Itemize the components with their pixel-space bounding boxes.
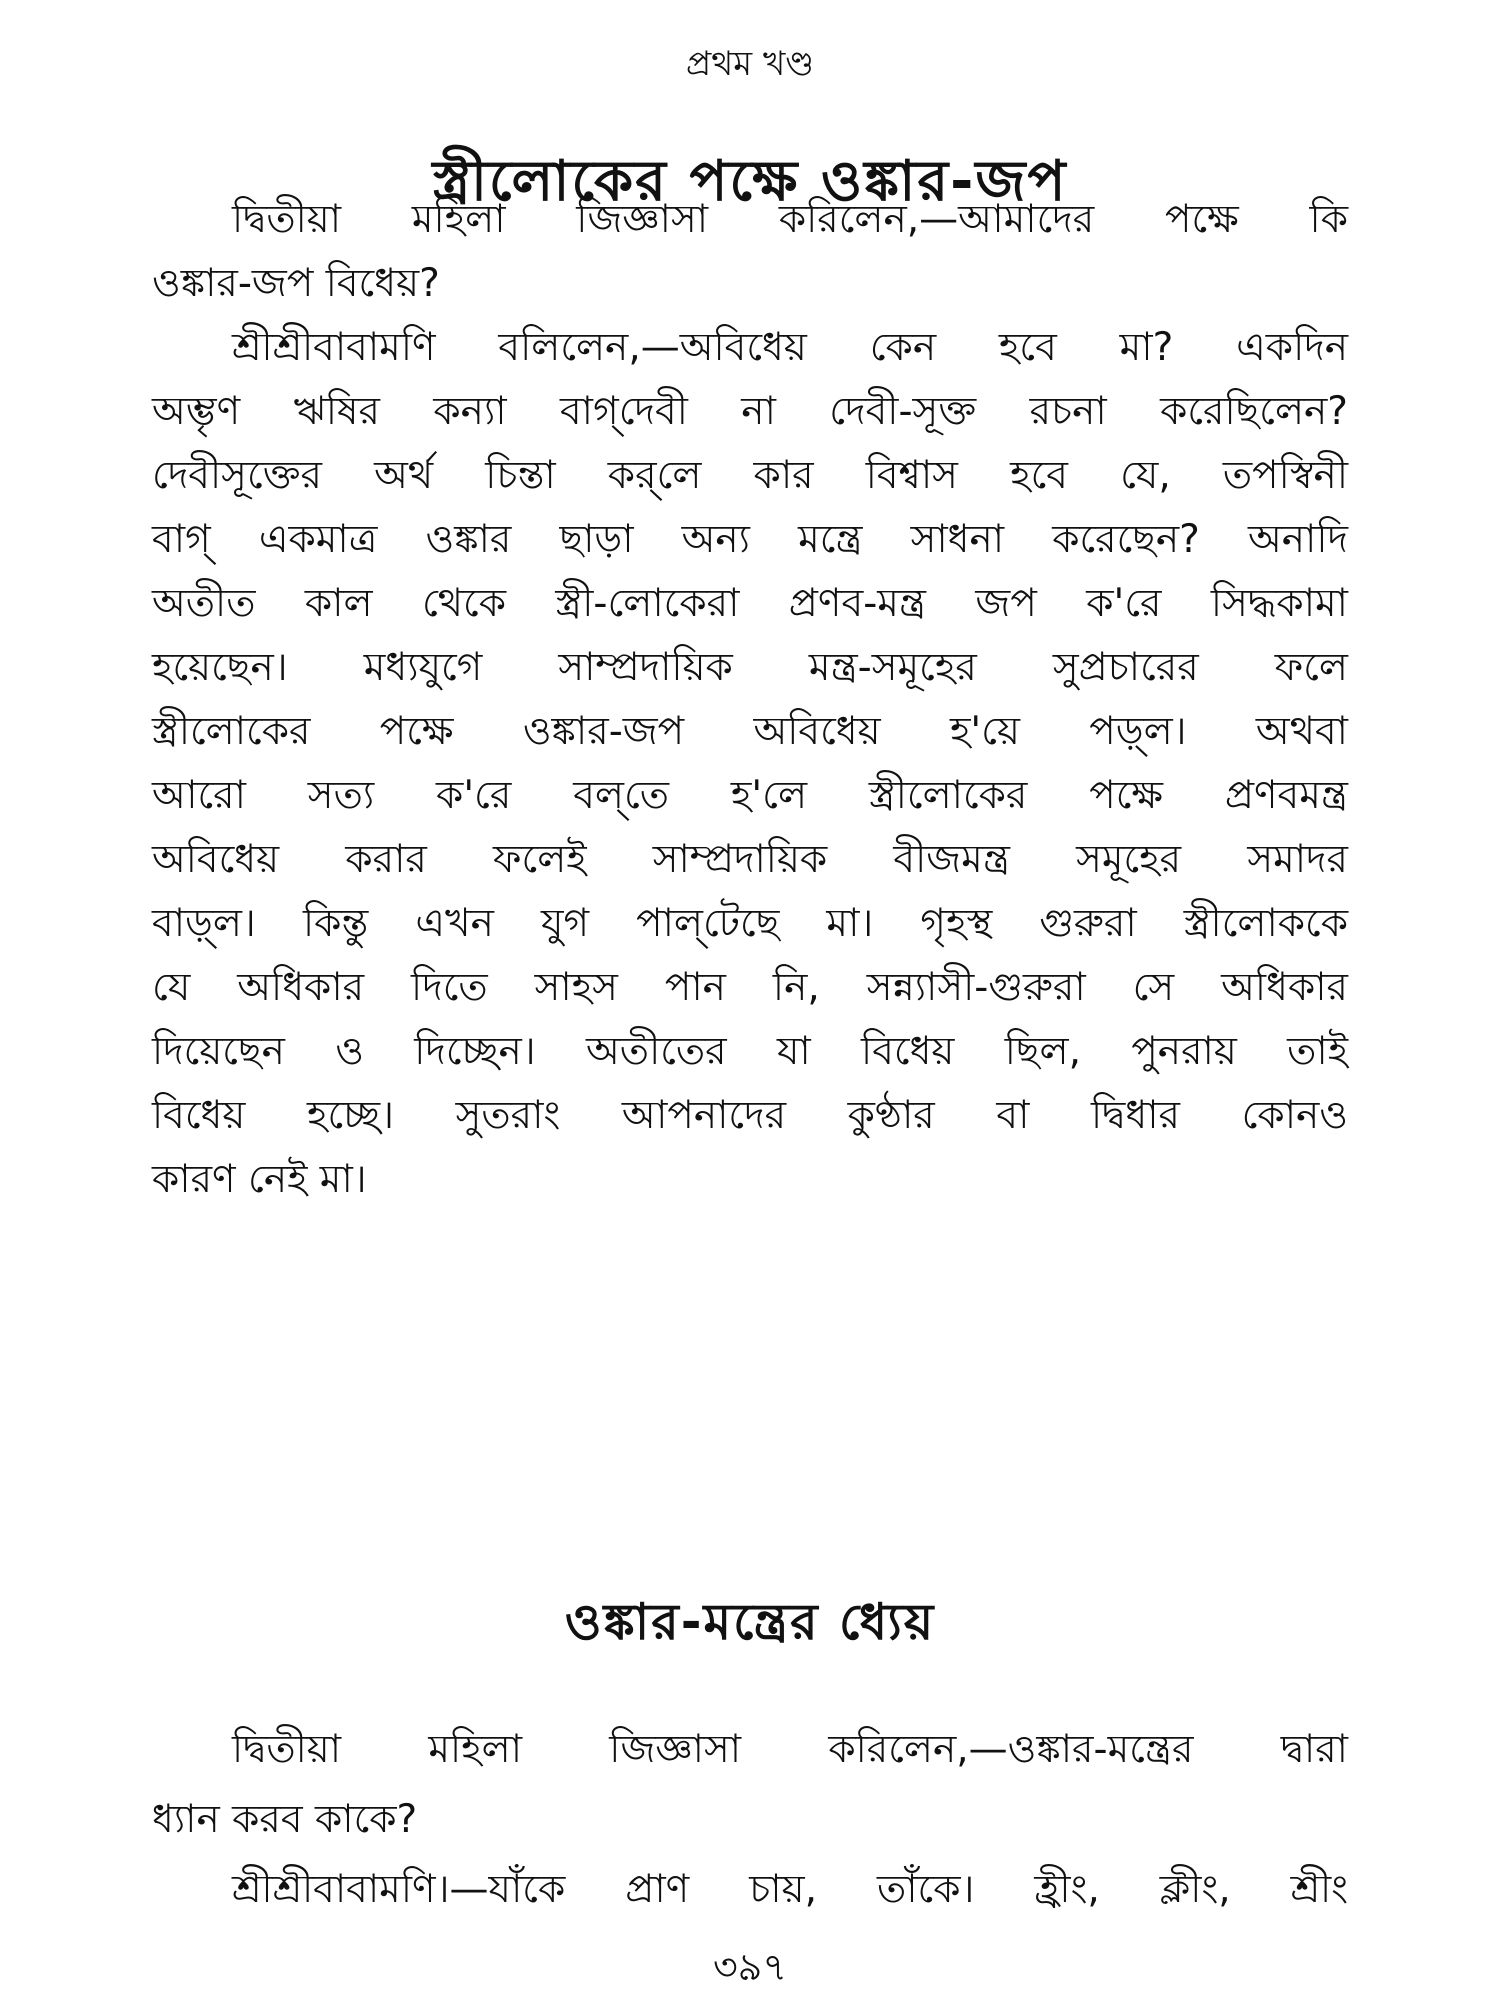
paragraph-line: অবিধেয় করার ফলেই সাম্প্রদায়িক বীজমন্ত্র সমূহের সমাদর (152, 837, 1348, 882)
section-heading-1: স্ত্রীলোকের পক্ষে ওঙ্কার-জপ (432, 149, 1068, 214)
paragraph-line: দেবীসূক্তের অর্থ চিন্তা কর্‌লে কার বিশ্বাস হবে যে, তপস্বিনী (152, 453, 1348, 498)
paragraph-line: কারণ নেই মা। (152, 1157, 367, 1202)
paragraph-line: হয়েছেন। মধ্যযুগে সাম্প্রদায়িক মন্ত্র-সমূহের সুপ্রচারের ফলে (152, 645, 1348, 690)
paragraph-line: অম্ভৃণ ঋষির কন্যা বাগ্‌দেবী না দেবী-সূক্ত রচনা করেছিলেন? (152, 389, 1348, 434)
paragraph-line: দ্বিতীয়া মহিলা জিজ্ঞাসা করিলেন,—আমাদের পক্ষে কি (232, 197, 1348, 242)
paragraph-line: দ্বিতীয়া মহিলা জিজ্ঞাসা করিলেন,—ওঙ্কার-মন্ত্রের দ্বারা (232, 1727, 1348, 1772)
paragraph-line: আরো সত্য ক'রে বল্‌তে হ'লে স্ত্রীলোকের পক্ষে প্রণবমন্ত্র (152, 773, 1348, 818)
page-number: ৩৯৭ (712, 1945, 788, 1989)
paragraph-line: অতীত কাল থেকে স্ত্রী-লোকেরা প্রণব-মন্ত্র জপ ক'রে সিদ্ধকামা (152, 581, 1348, 626)
paragraph-line: বাড়্‌ল। কিন্তু এখন যুগ পাল্‌টেছে মা। গৃহস্থ গুরুরা স্ত্রীলোককে (152, 901, 1348, 946)
paragraph-line: বাগ্‌ একমাত্র ওঙ্কার ছাড়া অন্য মন্ত্রে সাধনা করেছেন? অনাদি (152, 517, 1348, 562)
paragraph-line: ধ্যান করব কাকে? (152, 1797, 418, 1842)
paragraph-line: শ্রীশ্রীবাবামণি বলিলেন,—অবিধেয় কেন হবে মা? একদিন (232, 325, 1348, 370)
paragraph-line: যে অধিকার দিতে সাহস পান নি, সন্ন্যাসী-গুরুরা সে অধিকার (152, 965, 1348, 1010)
paragraph-line: ওঙ্কার-জপ বিধেয়? (152, 261, 440, 306)
paragraph-line: দিয়েছেন ও দিচ্ছেন। অতীতের যা বিধেয় ছিল, পুনরায় তাই (152, 1029, 1348, 1074)
section-heading-2: ওঙ্কার-মন্ত্রের ধ্যেয় (564, 1593, 936, 1651)
paragraph-line: স্ত্রীলোকের পক্ষে ওঙ্কার-জপ অবিধেয় হ'য়ে পড়্‌ল। অথবা (152, 709, 1348, 754)
paragraph-line: বিধেয় হচ্ছে। সুতরাং আপনাদের কুণ্ঠার বা দ্বিধার কোনও (152, 1093, 1348, 1138)
paragraph-line: শ্রীশ্রীবাবামণি।—যাঁকে প্রাণ চায়, তাঁকে। হ্রীং, ক্লীং, শ্রীং (232, 1867, 1348, 1912)
running-head: প্রথম খণ্ড (685, 44, 815, 84)
